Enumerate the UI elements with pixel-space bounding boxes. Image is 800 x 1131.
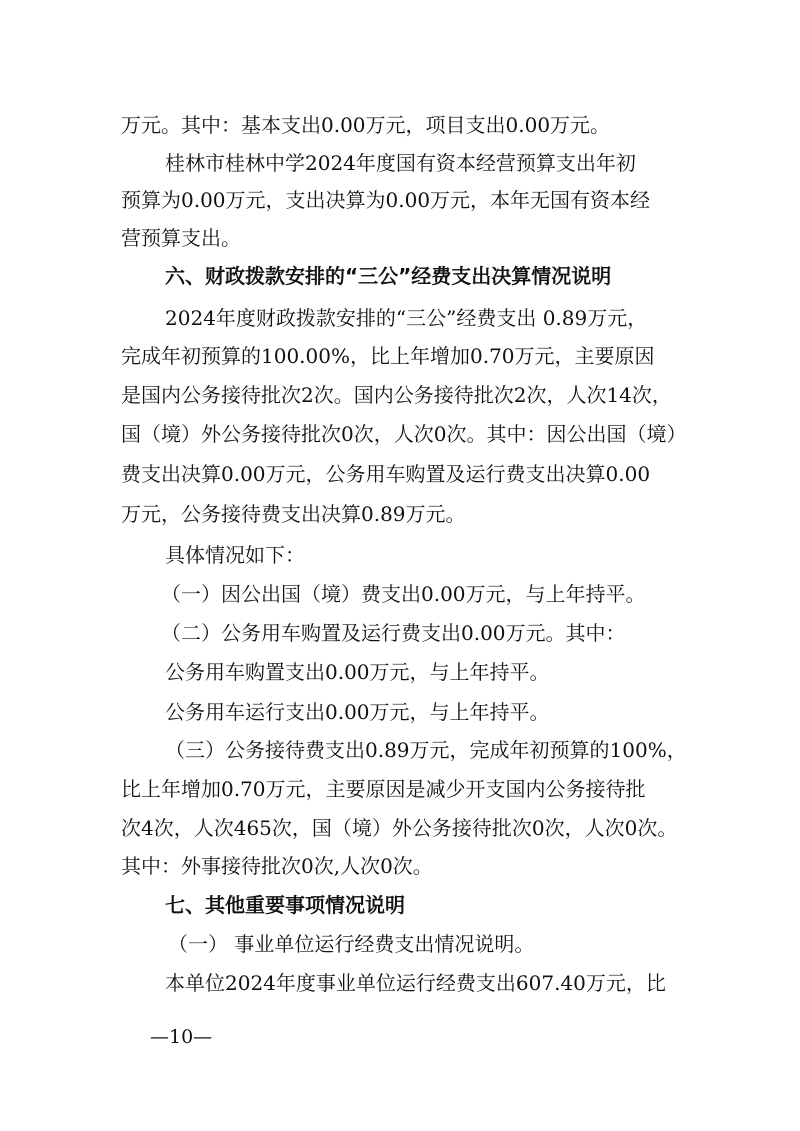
- body-text-line: 是国内公务接待批次2次。国内公务接待批次2次，人次14次，: [121, 383, 672, 407]
- body-text-line: 公务用车购置支出0.00万元，与上年持平。: [165, 660, 550, 684]
- body-text-line: 营预算支出。: [121, 226, 241, 250]
- body-text-line: 次4次，人次465次，国（境）外公务接待批次0次，人次0次。: [121, 816, 678, 840]
- list-item-line: （一）因公出国（境）费支出0.00万元，与上年持平。: [161, 582, 646, 606]
- page-number: —10—: [150, 1026, 213, 1048]
- list-item-line: （二）公务用车购置及运行费支出0.00万元。其中：: [161, 621, 626, 645]
- body-text-line: 公务用车运行支出0.00万元，与上年持平。: [165, 700, 550, 724]
- body-text-line: 完成年初预算的100.00%，比上年增加0.70万元，主要原因: [121, 344, 655, 368]
- list-item-line: （三）公务接待费支出0.89万元，完成年初预算的100%，: [165, 738, 687, 762]
- section-heading: 六、财政拨款安排的“三公”经费支出决算情况说明: [165, 264, 612, 288]
- body-text-line: 具体情况如下：: [165, 543, 305, 567]
- body-text-line: 比上年增加0.70万元，主要原因是减少开支国内公务接待批: [121, 777, 646, 801]
- subsection-heading: （一） 事业单位运行经费支出情况说明。: [168, 932, 535, 956]
- body-text-line: 其中：外事接待批次0次,人次0次。: [121, 854, 433, 878]
- body-text-line: 万元。其中：基本支出0.00万元，项目支出0.00万元。: [121, 113, 611, 137]
- body-text-line: 费支出决算0.00万元，公务用车购置及运行费支出决算0.00: [121, 462, 651, 486]
- body-text-line: 桂林市桂林中学2024年度国有资本经营预算支出年初: [165, 151, 636, 175]
- section-heading: 七、其他重要事项情况说明: [165, 893, 405, 917]
- body-text-line: 万元，公务接待费支出决算0.89万元。: [121, 502, 466, 526]
- body-text-line: 2024年度财政拨款安排的“三公”经费支出 0.89万元，: [165, 306, 648, 330]
- body-text-line: 国（境）外公务接待批次0次，人次0次。其中：因公出国（境）: [121, 422, 687, 446]
- body-text-line: 预算为0.00万元，支出决算为0.00万元，本年无国有资本经: [121, 188, 651, 212]
- body-text-line: 本单位2024年度事业单位运行经费支出607.40万元，比: [165, 971, 666, 995]
